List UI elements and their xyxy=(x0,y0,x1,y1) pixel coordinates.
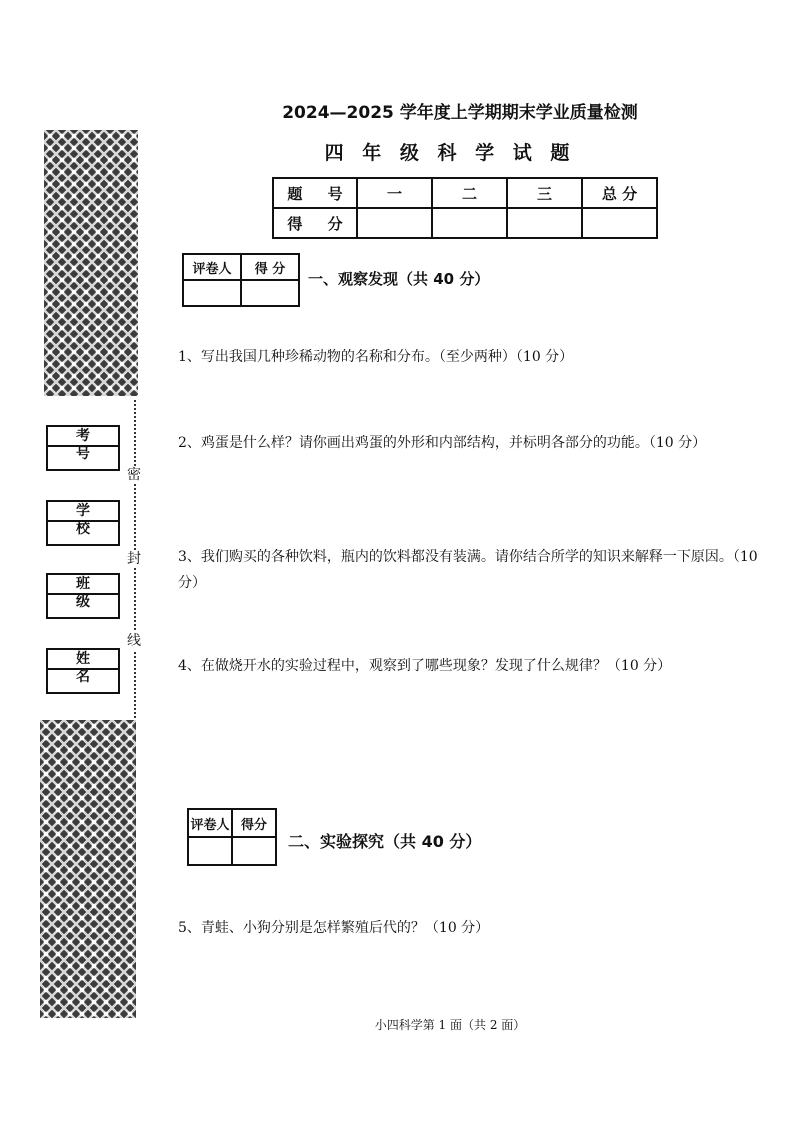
page-footer: 小四科学第 1 面（共 2 面） xyxy=(374,1018,526,1032)
grader-box-section-2 xyxy=(187,808,277,866)
grader-score-label: 得 分 xyxy=(241,254,299,280)
grader-score-cell[interactable] xyxy=(241,280,299,306)
score-header-part-1: 一 xyxy=(357,178,432,208)
score-cell-part-2[interactable] xyxy=(432,208,507,238)
grader-reviewer-label: 评卷人 xyxy=(188,809,232,837)
grader-reviewer-cell[interactable] xyxy=(188,837,232,865)
score-header-total: 总 分 xyxy=(582,178,657,208)
name-label: 姓 名 xyxy=(48,650,118,670)
grader-score-label: 得分 xyxy=(232,809,276,837)
question-3: 3、我们购买的各种饮料，瓶内的饮料都没有装满。请你结合所学的知识来解释一下原因。（10 分） xyxy=(178,549,758,591)
exam-number-box[interactable] xyxy=(46,425,120,471)
school-box[interactable] xyxy=(46,500,120,546)
score-row-label: 得 分 xyxy=(273,208,357,238)
score-header-question-no: 题 号 xyxy=(273,178,357,208)
name-box[interactable] xyxy=(46,648,120,694)
question-4: 4、在做烧开水的实验过程中，观察到了哪些现象？发现了什么规律？（10 分） xyxy=(178,658,672,674)
binding-pattern-top xyxy=(44,130,138,396)
question-2: 2、鸡蛋是什么样？请你画出鸡蛋的外形和内部结构，并标明各部分的功能。（10 分） xyxy=(178,435,707,451)
grader-box-section-1 xyxy=(182,253,300,307)
exam-title: 2024—2025 学年度上学期期末学业质量检测 xyxy=(282,103,638,123)
score-cell-part-3[interactable] xyxy=(507,208,582,238)
class-box[interactable] xyxy=(46,573,120,619)
seal-char-feng: 封 xyxy=(127,551,141,567)
score-table xyxy=(272,177,658,239)
grader-score-cell[interactable] xyxy=(232,837,276,865)
question-1: 1、写出我国几种珍稀动物的名称和分布。（至少两种）（10 分） xyxy=(178,349,574,365)
question-5: 5、青蛙、小狗分别是怎样繁殖后代的？（10 分） xyxy=(178,920,490,936)
grader-reviewer-label: 评卷人 xyxy=(183,254,241,280)
seal-char-mi: 密 xyxy=(127,467,141,483)
score-table-score-row xyxy=(273,208,657,238)
score-cell-part-1[interactable] xyxy=(357,208,432,238)
school-label: 学 校 xyxy=(48,502,118,522)
score-cell-total[interactable] xyxy=(582,208,657,238)
score-table-header-row xyxy=(273,178,657,208)
exam-subtitle: 四 年 级 科 学 试 题 xyxy=(324,142,576,164)
seal-char-xian: 线 xyxy=(127,633,141,649)
score-header-part-3: 三 xyxy=(507,178,582,208)
exam-number-label: 考 号 xyxy=(48,427,118,447)
grader-reviewer-cell[interactable] xyxy=(183,280,241,306)
section-1-title: 一、观察发现（共 40 分） xyxy=(308,270,490,288)
class-label: 班 级 xyxy=(48,575,118,595)
binding-pattern-bottom xyxy=(40,720,136,1018)
score-header-part-2: 二 xyxy=(432,178,507,208)
section-2-title: 二、实验探究（共 40 分） xyxy=(288,832,482,851)
